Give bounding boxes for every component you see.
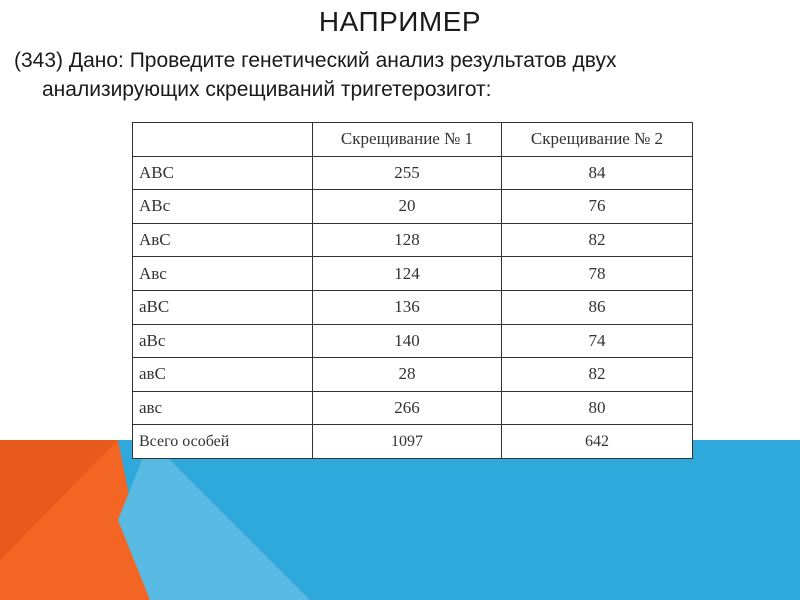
genotype-cell: АВС [133,156,313,190]
total-cross-2-cell: 642 [502,425,693,459]
header-genotype [133,123,313,157]
header-cross-2: Скрещивание № 2 [502,123,693,157]
cross-2-cell: 84 [502,156,693,190]
cross-2-cell: 80 [502,391,693,425]
table-header-row [133,123,693,157]
table-row [133,156,693,190]
table-row [133,223,693,257]
cross-2-cell: 82 [502,223,693,257]
genotype-cell: АвС [133,223,313,257]
cross-1-cell: 28 [313,358,502,392]
cross-1-cell: 124 [313,257,502,291]
cross-2-cell: 76 [502,190,693,224]
cross-1-cell: 136 [313,290,502,324]
table-row [133,391,693,425]
cross-1-cell: 266 [313,391,502,425]
total-label-cell: Всего особей [133,425,313,459]
table-row [133,324,693,358]
total-cross-1-cell: 1097 [313,425,502,459]
table-row [133,358,693,392]
genotype-cell: авс [133,391,313,425]
cross-1-cell: 140 [313,324,502,358]
table-row [133,257,693,291]
cross-2-cell: 74 [502,324,693,358]
table-row [133,290,693,324]
cross-2-cell: 82 [502,358,693,392]
task-text [14,46,784,104]
cross-1-cell: 128 [313,223,502,257]
task-line-1: (343) Дано: Проведите генетический анализ результатов двух [14,49,617,72]
genotype-cell: Авс [133,257,313,291]
cross-1-cell: 255 [313,156,502,190]
table-row [133,190,693,224]
task-line-2: анализирующих скрещиваний тригетерозигот: [42,78,492,101]
table-total-row [133,425,693,459]
cross-results-table [132,122,693,459]
cross-1-cell: 20 [313,190,502,224]
slide-title: НАПРИМЕР [318,6,482,37]
cross-2-cell: 78 [502,257,693,291]
header-cross-1: Скрещивание № 1 [313,123,502,157]
genotype-cell: аВС [133,290,313,324]
genotype-cell: авС [133,358,313,392]
genotype-cell: аВс [133,324,313,358]
genotype-cell: АВс [133,190,313,224]
cross-2-cell: 86 [502,290,693,324]
